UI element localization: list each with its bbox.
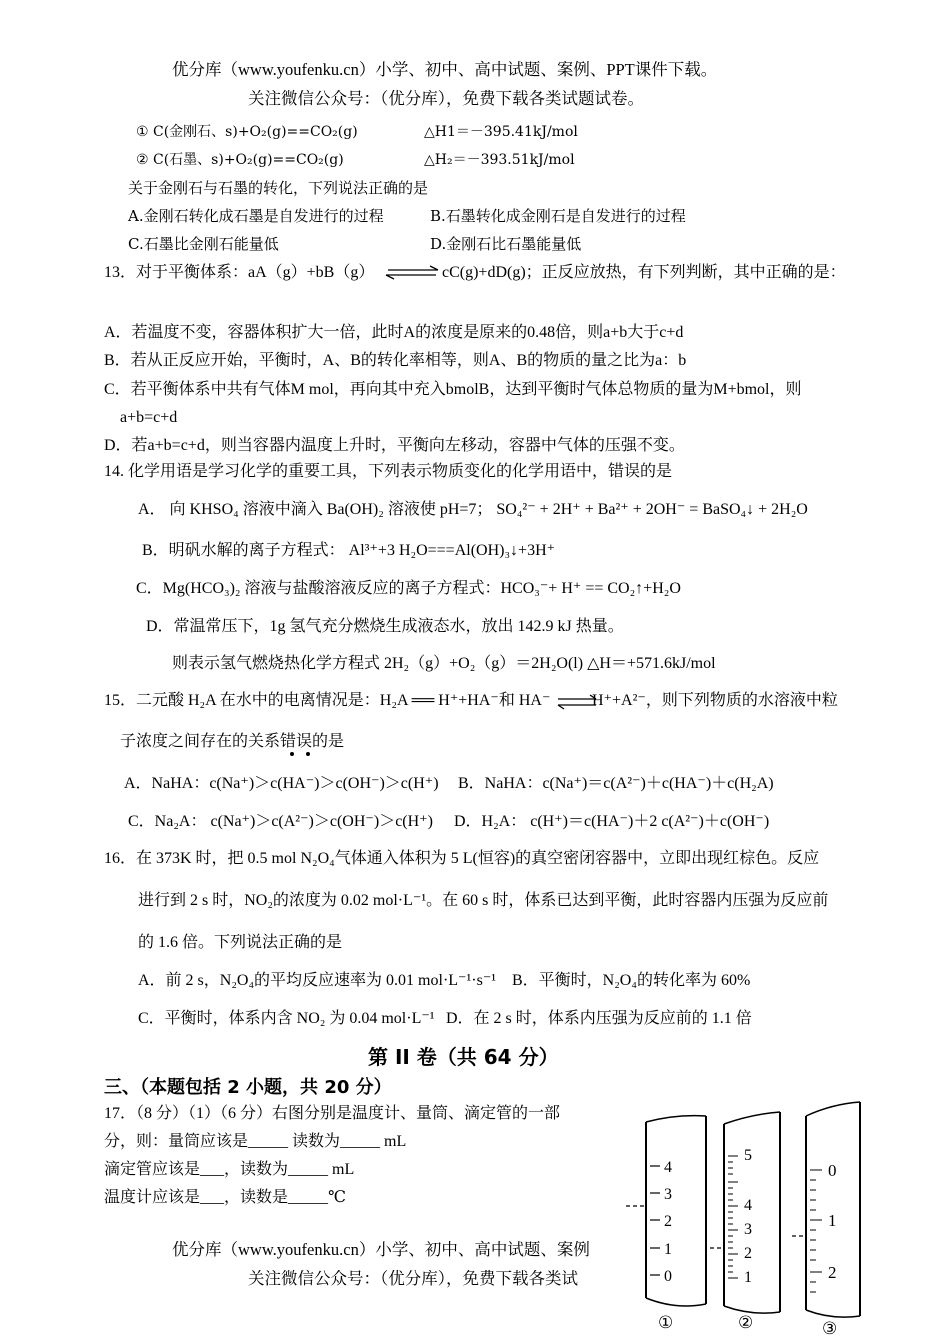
q12-enthalpy-2: △H₂＝－393.51kJ/mol xyxy=(424,152,575,168)
tube-2-tick: 4 xyxy=(744,1197,752,1214)
tube-1-tick: 2 xyxy=(664,1213,672,1230)
q17-line-1: 17．（8 分）（1）（6 分）右图分别是温度计、量筒、滴定管的一部 xyxy=(104,1105,561,1122)
q12-equation-2: ② C(石墨、s)+O₂(g)==CO₂(g) xyxy=(136,152,344,168)
q17-line-2: 分，则：量筒应该是_____ 读数为_____ mL xyxy=(104,1133,407,1150)
tube-1-tick: 0 xyxy=(664,1268,672,1285)
tube-2-tick: 2 xyxy=(744,1245,752,1262)
graduated-cylinder-tube-1 xyxy=(626,1116,706,1332)
q17-line-4: 温度计应该是___，读数是_____℃ xyxy=(104,1189,346,1206)
q15-stem-line-2: 子浓度之间存在的关系错误的是 xyxy=(120,733,345,750)
tube-2-tick: 3 xyxy=(744,1221,752,1238)
label-3: ③ xyxy=(822,1319,838,1338)
label-1: ① xyxy=(658,1313,674,1332)
section-3-heading: 三、（本题包括 2 小题，共 20 分） xyxy=(104,1077,392,1098)
tube-1-tick: 3 xyxy=(664,1186,672,1203)
q15-option-b: B．NaHA：c(Na⁺)＝c(A²⁻)＋c(HA⁻)＋c(H₂A) xyxy=(458,775,774,792)
q12-option-c: C.石墨比金刚石能量低 xyxy=(128,235,279,253)
label-2: ② xyxy=(738,1313,754,1332)
q13-stem-part-a: 13．对于平衡体系：aA（g）+bB（g） xyxy=(104,264,375,281)
equilibrium-arrow-icon xyxy=(382,262,442,284)
tube-3-tick: 0 xyxy=(828,1161,837,1180)
q15-option-c: C．Na₂A： c(Na⁺)＞c(A²⁻)＞c(OH⁻)＞c(H⁺) xyxy=(128,813,433,830)
q15-stem-line-1-a: 15．二元酸 H₂A 在水中的电离情况是：H₂A ══ H⁺+HA⁻和 HA⁻ xyxy=(104,692,551,709)
q16-stem-line-2: 进行到 2 s 时，NO₂的浓度为 0.02 mol·L⁻¹。在 60 s 时，体系已达到平衡，此时容器内压强为反应前 xyxy=(138,892,829,909)
tube-3-tick: 1 xyxy=(828,1211,837,1230)
q15-option-d: D．H₂A： c(H⁺)＝c(HA⁻)＋2 c(A²⁻)＋c(OH⁻) xyxy=(454,813,770,830)
q16-option-b: B．平衡时，N₂O₄的转化率为 60% xyxy=(512,972,751,989)
q16-option-d: D．在 2 s 时，体系内压强为反应前的 1.1 倍 xyxy=(446,1010,752,1027)
thermometer-tube-3 xyxy=(792,1102,860,1338)
q12-option-d: D.金刚石比石墨能量低 xyxy=(430,235,582,253)
tube-2-tick: 1 xyxy=(744,1269,752,1286)
header-line-2: 关注微信公众号：（优分库），免费下载各类试题试卷。 xyxy=(248,89,644,108)
q17-line-3: 滴定管应该是___，读数为_____ mL xyxy=(104,1161,355,1178)
q12-option-a: A.金刚石转化成石墨是自发进行的过程 xyxy=(128,207,384,225)
part-2-title: 第 II 卷（共 64 分） xyxy=(368,1045,559,1069)
q12-equation-1: ① C(金刚石、s)+O₂(g)==CO₂(g) xyxy=(136,124,358,140)
instruments-figure xyxy=(620,1096,930,1342)
q12-option-b: B.石墨转化成金刚石是自发进行的过程 xyxy=(430,207,686,225)
q14-option-d-line-2: 则表示氢气燃烧热化学方程式 2H₂（g）+O₂（g）＝2H₂O(l) △H＝+571.6kJ/mol xyxy=(172,655,716,672)
q16-option-c: C．平衡时，体系内含 NO₂ 为 0.04 mol·L⁻¹ xyxy=(138,1010,435,1027)
q13-option-b: B．若从正反应开始，平衡时，A、B的转化率相等，则A、B的物质的量之比为a：b xyxy=(104,352,687,369)
tube-3-tick: 2 xyxy=(828,1263,837,1282)
q13-stem-part-b: cC(g)+dD(g)；正反应放热，有下列判断，其中正确的是： xyxy=(442,264,846,281)
q13-option-c-line-1: C．若平衡体系中共有气体M mol，再向其中充入bmolB，达到平衡时气体总物质的量为M+bmol，则 xyxy=(104,381,802,398)
q15-stem-line-1-b: H⁺+A²⁻，则下列物质的水溶液中粒 xyxy=(592,692,838,709)
tube-1-tick: 4 xyxy=(664,1159,672,1176)
q14-option-a: A． 向 KHSO₄ 溶液中滴入 Ba(OH)₂ 溶液使 pH=7； SO₄²⁻ + 2H⁺ + Ba²⁺ + 2OH⁻ = BaSO₄↓ + 2H₂O xyxy=(138,501,808,518)
q14-option-d-line-1: D．常温常压下，1g 氢气充分燃烧生成液态水，放出 142.9 kJ 热量。 xyxy=(146,618,624,635)
q13-option-c-line-2: a+b=c+d xyxy=(120,409,178,426)
q13-option-d: D．若a+b=c+d，则当容器内温度上升时，平衡向左移动，容器中气体的压强不变。 xyxy=(104,437,685,454)
tube-1-tick: 1 xyxy=(664,1241,672,1258)
q12-stem: 关于金刚石与石墨的转化，下列说法正确的是 xyxy=(128,179,429,197)
q13-option-a: A．若温度不变，容器体积扩大一倍，此时A的浓度是原来的0.48倍，则a+b大于c+d xyxy=(104,324,684,341)
q16-option-a: A．前 2 s，N₂O₄的平均反应速率为 0.01 mol·L⁻¹·s⁻¹ xyxy=(138,972,497,989)
footer-line-1: 优分库（www.youfenku.cn）小学、初中、高中试题、案例 xyxy=(172,1240,590,1259)
q16-stem-line-1: 16．在 373K 时，把 0.5 mol N₂O₄气体通入体积为 5 L(恒容)的真空密闭容器中，立即出现红棕色。反应 xyxy=(104,850,820,867)
emphasis-dot xyxy=(306,752,310,756)
q16-stem-line-3: 的 1.6 倍。下列说法正确的是 xyxy=(138,934,343,951)
q14-stem: 14. 化学用语是学习化学的重要工具，下列表示物质变化的化学用语中，错误的是 xyxy=(104,463,673,480)
q14-option-c: C．Mg(HCO₃)₂ 溶液与盐酸溶液反应的离子方程式：HCO₃⁻+ H⁺ == CO₂↑+H₂O xyxy=(136,580,681,597)
q14-option-b: B．明矾水解的离子方程式： Al³⁺+3 H₂O===Al(OH)₃↓+3H⁺ xyxy=(142,542,556,559)
burette-tube-2 xyxy=(710,1112,780,1332)
header-line-1: 优分库（www.youfenku.cn）小学、初中、高中试题、案例、PPT课件下载。 xyxy=(172,60,718,79)
emphasis-dot xyxy=(290,752,294,756)
footer-line-2: 关注微信公众号：（优分库），免费下载各类试 xyxy=(248,1269,578,1288)
q12-enthalpy-1: △H1＝－395.41kJ/mol xyxy=(424,124,578,140)
tube-2-tick: 5 xyxy=(744,1147,752,1164)
q15-option-a: A．NaHA：c(Na⁺)＞c(HA⁻)＞c(OH⁻)＞c(H⁺) xyxy=(124,775,439,792)
